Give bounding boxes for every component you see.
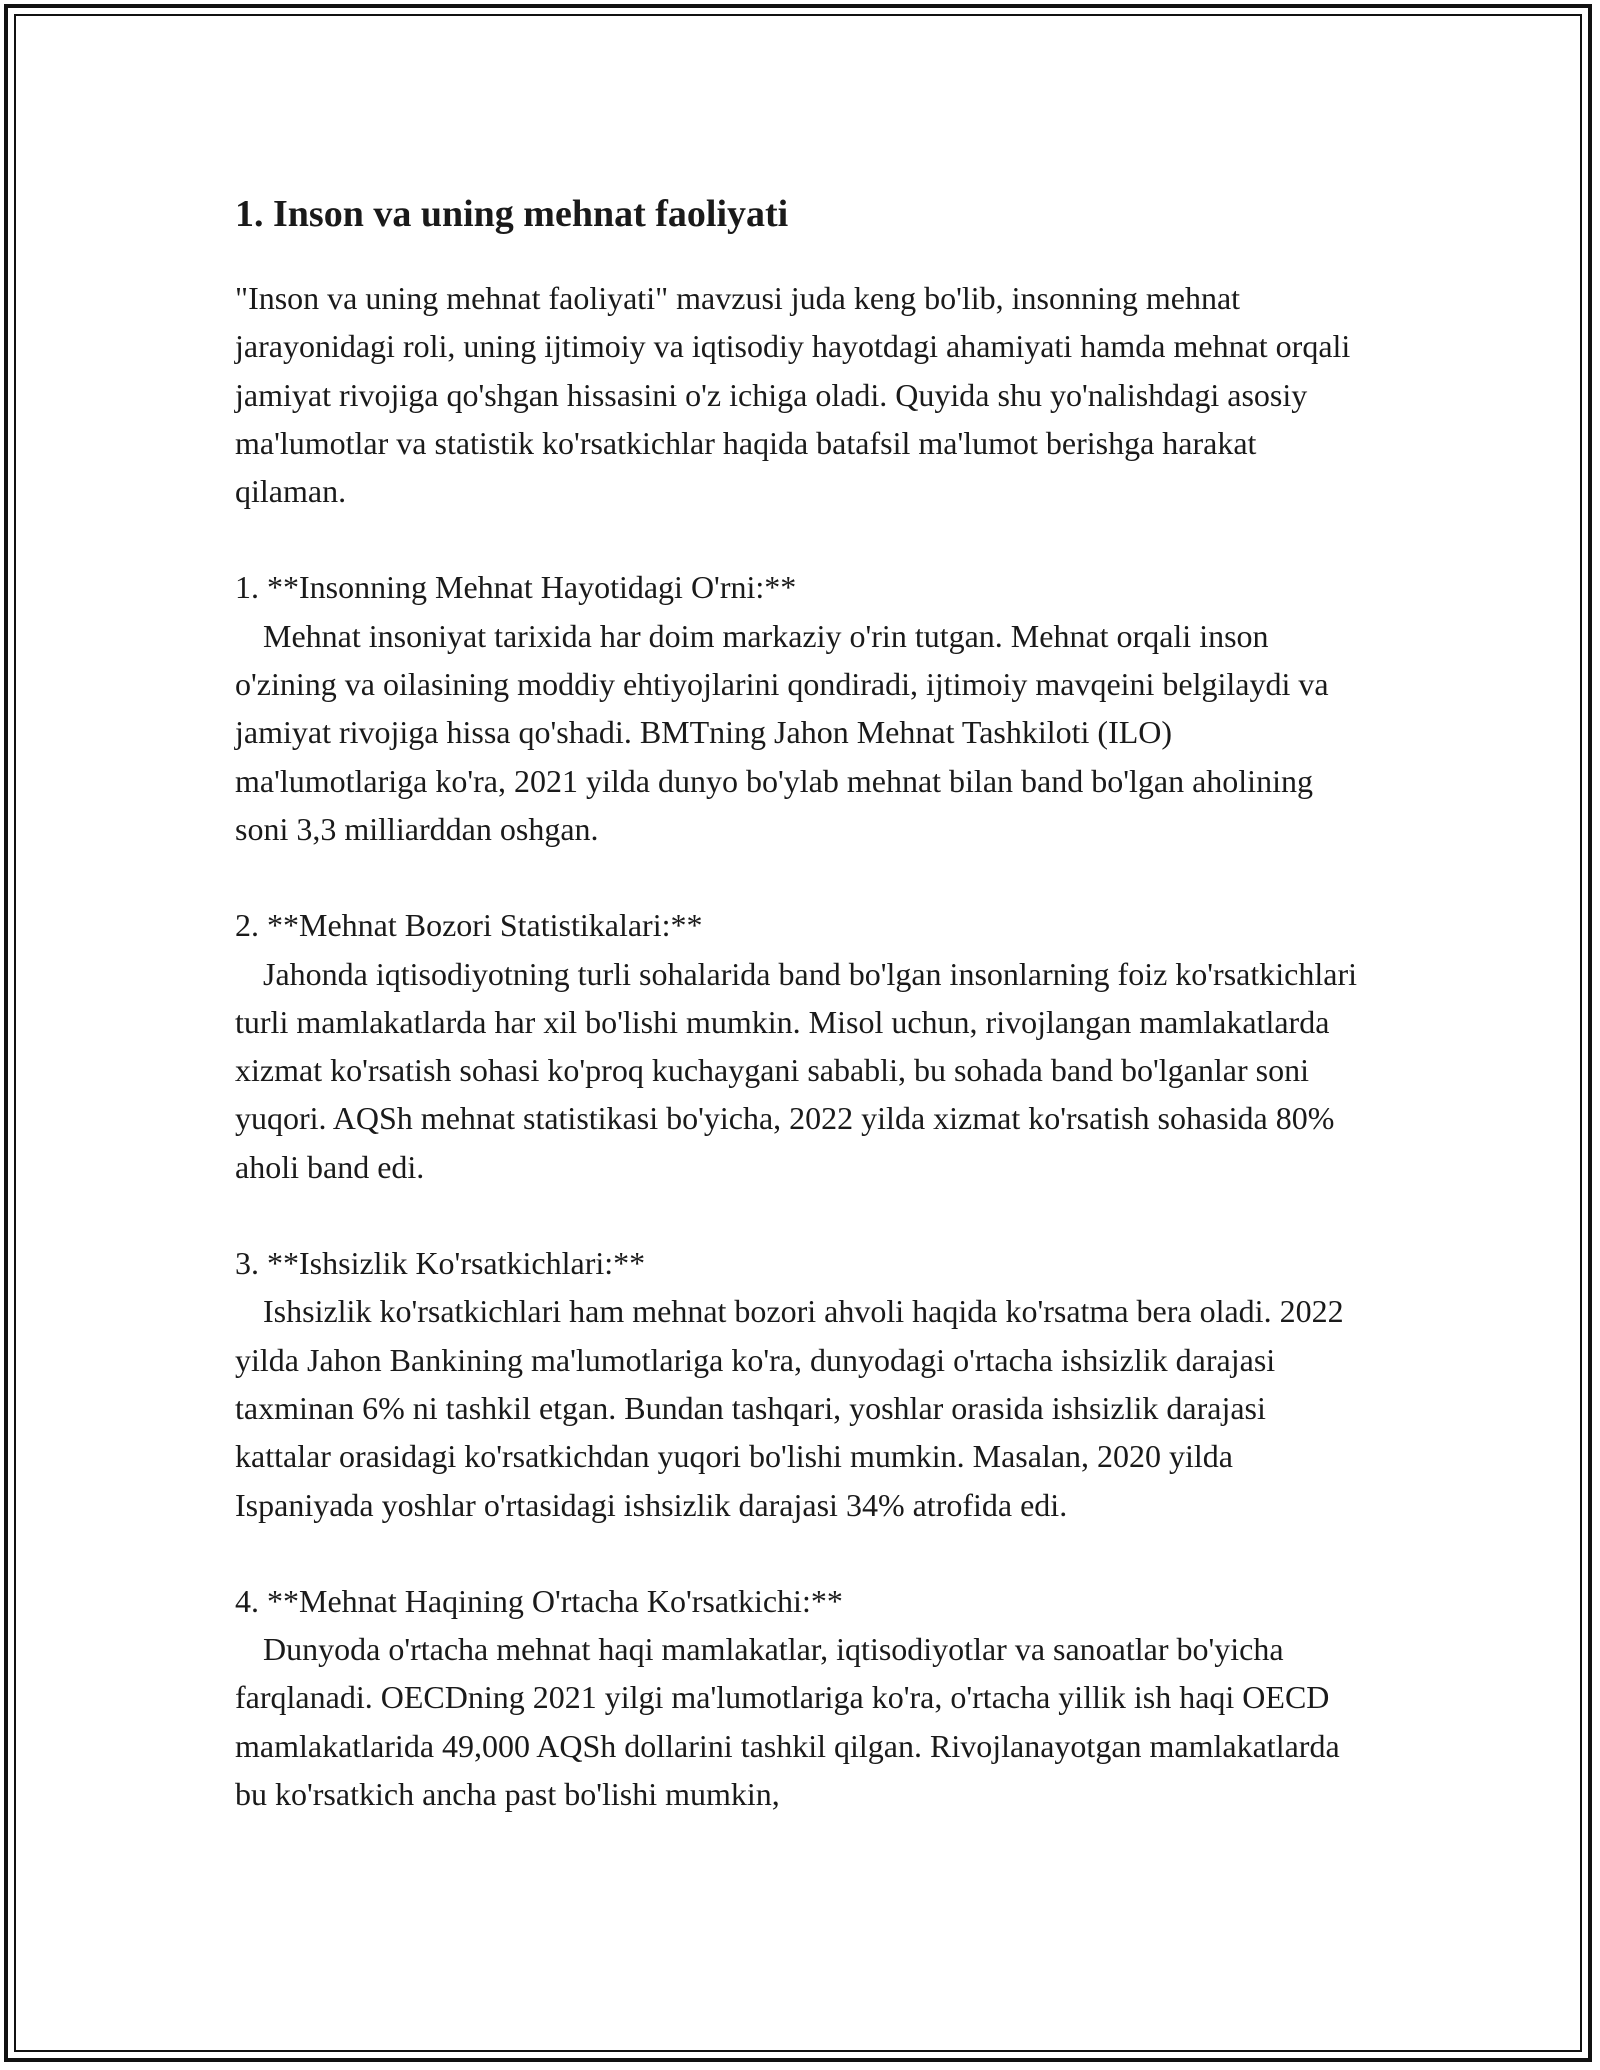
intro-paragraph: "Inson va uning mehnat faoliyati" mavzusi juda keng bo'lib, insonning mehnat jarayonidagi roli, uning ijtimoiy va iqtisodiy hayotdagi ahamiyati hamda mehnat orqali jamiyat rivojiga qo'shgan hissasini o'z ichiga oladi. Quyida shu yo'nalishdagi asosiy ma'lumotlar va statistik ko'rsatkichlar haqida batafsil ma'lumot berishga harakat qilaman. (235, 280, 1359, 510)
section-heading: 1. **Insonning Mehnat Hayotidagi O'rni:** (235, 569, 797, 606)
document-content (235, 188, 1365, 1866)
section-3 (235, 1239, 1365, 1529)
section-body: Mehnat insoniyat tarixida har doim markaziy o'rin tutgan. Mehnat orqali inson o'zining va oilasining moddiy ehtiyojlarini qondiradi, ijtimoiy mavqeini belgilaydi va jamiyat rivojiga hissa qo'shadi. BMTning Jahon Mehnat Tashkiloti (ILO) ma'lumotlariga ko'ra, 2021 yilda dunyo bo'ylab mehnat bilan band bo'lgan aholining soni 3,3 milliarddan oshgan. (235, 617, 1329, 847)
section-heading: 2. **Mehnat Bozori Statistikalari:** (235, 907, 703, 944)
section-heading: 4. **Mehnat Haqining O'rtacha Ko'rsatkichi:** (235, 1582, 843, 1619)
section-1 (235, 563, 1365, 853)
section-body: Dunyoda o'rtacha mehnat haqi mamlakatlar, iqtisodiyotlar va sanoatlar bo'yicha farqlanadi. OECDning 2021 yilgi ma'lumotlariga ko'ra, o'rtacha yillik ish haqi OECD mamlakatlarida 49,000 AQSh dollarini tashkil qilgan. Rivojlanayotgan mamlakatlarda bu ko'rsatkich ancha past bo'lishi mumkin, (235, 1631, 1340, 1813)
section-heading: 3. **Ishsizlik Ko'rsatkichlari:** (235, 1245, 646, 1282)
section-body: Ishsizlik ko'rsatkichlari ham mehnat bozori ahvoli haqida ko'rsatma bera oladi. 2022 yilda Jahon Bankining ma'lumotlariga ko'ra, dunyodagi o'rtacha ishsizlik darajasi taxminan 6% ni tashkil etgan. Bundan tashqari, yoshlar orasida ishsizlik darajasi kattalar orasidagi ko'rsatkichdan yuqori bo'lishi mumkin. Masalan, 2020 yilda Ispaniyada yoshlar o'rtasidagi ishsizlik darajasi 34% atrofida edi. (235, 1293, 1344, 1523)
section-2 (235, 901, 1365, 1191)
section-4 (235, 1577, 1365, 1818)
section-body: Jahonda iqtisodiyotning turli sohalarida band bo'lgan insonlarning foiz ko'rsatkichlari turli mamlakatlarda har xil bo'lishi mumkin. Misol uchun, rivojlangan mamlakatlarda xizmat ko'rsatish sohasi ko'proq kuchaygani sababli, bu sohada band bo'lganlar soni yuqori. AQSh mehnat statistikasi bo'yicha, 2022 yilda xizmat ko'rsatish sohasida 80% aholi band edi. (235, 955, 1357, 1185)
document-title: 1. Inson va uning mehnat faoliyati (235, 193, 789, 235)
